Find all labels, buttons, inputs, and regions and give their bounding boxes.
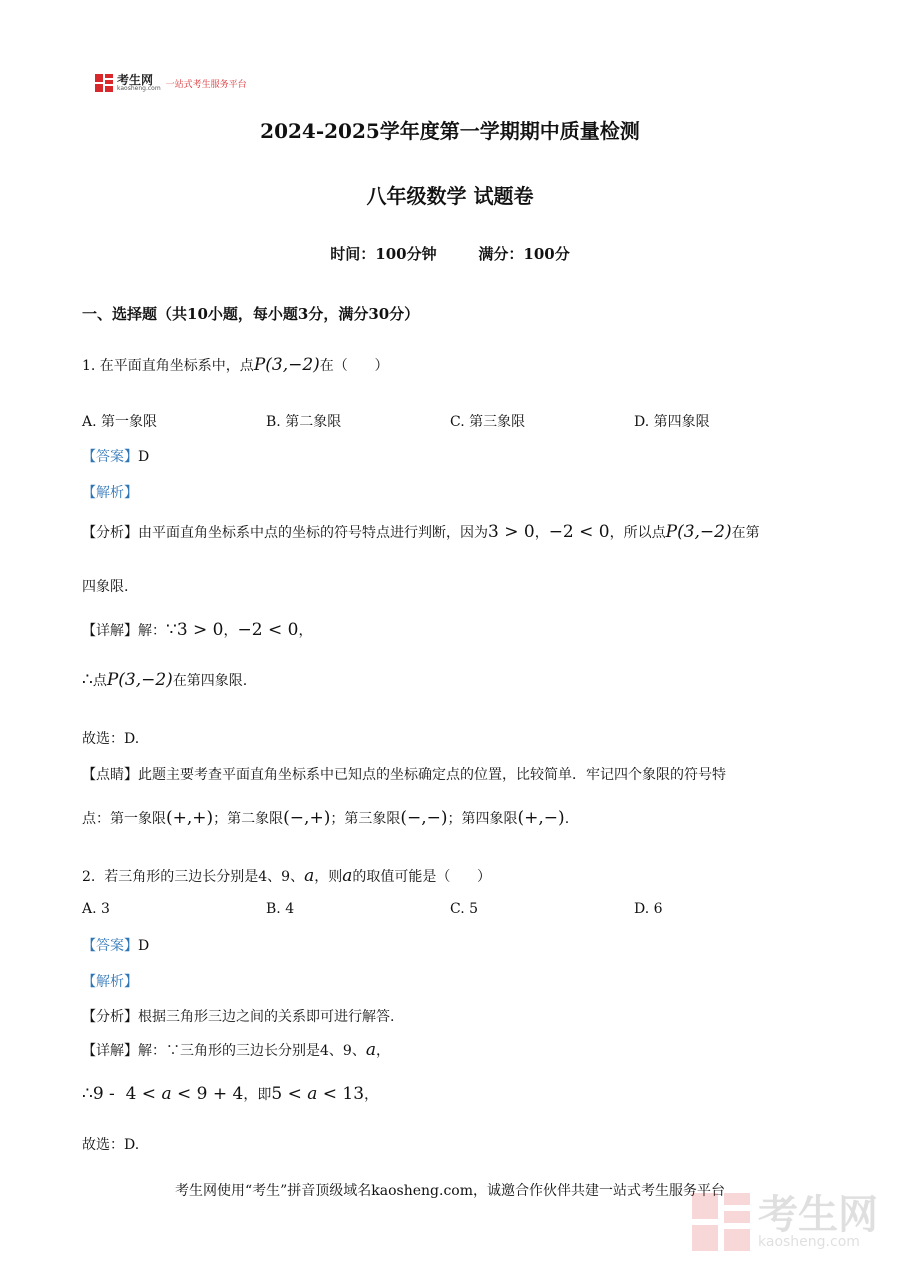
logo-name: 考生网 (117, 73, 154, 87)
q1-choose: 故选：D. (82, 731, 140, 747)
logo-domain: kaosheng.com (117, 85, 161, 92)
q1-option-a: A. 第一象限 (82, 414, 158, 430)
q1-stem: 1. 在平面直角坐标系中，点P(3,−2)在（ ） (82, 355, 389, 375)
q1-analysis-tag: 【解析】 (82, 485, 138, 501)
q2-option-b: B. 4 (266, 901, 295, 917)
q2-xiangjie: 【详解】解：∵三角形的三边长分别是4、9、a， (82, 1040, 390, 1060)
watermark-domain: kaosheng.com (758, 1234, 860, 1250)
q1-dianjing: 【点睛】此题主要考查平面直角坐标系中已知点的坐标确定点的位置，比较简单．牢记四个象限的符号特 (82, 767, 726, 783)
watermark-name: 考生网 (758, 1192, 878, 1238)
q2-answer: 【答案】D (82, 938, 150, 954)
q1-fenxi-cont: 四象限. (82, 579, 129, 595)
q2-option-c: C. 5 (450, 901, 479, 917)
q1-xiangjie: 【详解】解：∵3 > 0，−2 < 0， (82, 620, 313, 640)
exam-title: 2024-2025学年度第一学期期中质量检测 (260, 119, 640, 143)
q2-choose: 故选：D. (82, 1137, 140, 1153)
q1-fenxi: 【分析】由平面直角坐标系中点的坐标的符号特点进行判断，因为3 > 0，−2 < 0，所以点P(3,−2)在第 (82, 522, 760, 542)
q1-option-c: C. 第三象限 (450, 414, 526, 430)
q1-answer: 【答案】D (82, 449, 150, 465)
kaosheng-watermark (692, 1193, 878, 1251)
section-heading: 一、选择题（共10小题，每小题3分，满分30分） (82, 305, 420, 323)
q2-option-d: D. 6 (634, 901, 663, 917)
header-logo (95, 73, 247, 93)
q2-fenxi: 【分析】根据三角形三边之间的关系即可进行解答. (82, 1009, 395, 1025)
q1-point-math: P(3,−2) (253, 355, 320, 375)
kaosheng-watermark-icon (692, 1193, 750, 1251)
q2-stem: 2. 若三角形的三边长分别是4、9、a，则a的取值可能是（ ） (82, 866, 492, 886)
q1-option-d: D. 第四象限 (634, 414, 710, 430)
q1-option-b: B. 第二象限 (266, 414, 342, 430)
logo-slogan: 一站式考生服务平台 (165, 79, 247, 90)
kaosheng-logo-icon (95, 74, 113, 92)
q1-dianjing-cont: 点：第一象限(+,+)；第二象限(−,+)；第三象限(−,−)；第四象限(+,−). (82, 808, 570, 828)
exam-time-score: 时间：100分钟 满分：100分 (330, 245, 570, 263)
page-footer: 考生网使用“考生”拼音顶级域名kaosheng.com，诚邀合作伙伴共建一站式考生服务平台 (174, 1183, 726, 1199)
exam-subtitle: 八年级数学 试题卷 (366, 184, 534, 208)
q1-therefore: ∴点P(3,−2)在第四象限. (82, 670, 248, 690)
q2-analysis-tag: 【解析】 (82, 974, 138, 990)
q2-option-a: A. 3 (82, 901, 110, 917)
q2-therefore: ∴9 - 4 < a < 9 + 4，即5 < a < 13， (82, 1084, 379, 1104)
